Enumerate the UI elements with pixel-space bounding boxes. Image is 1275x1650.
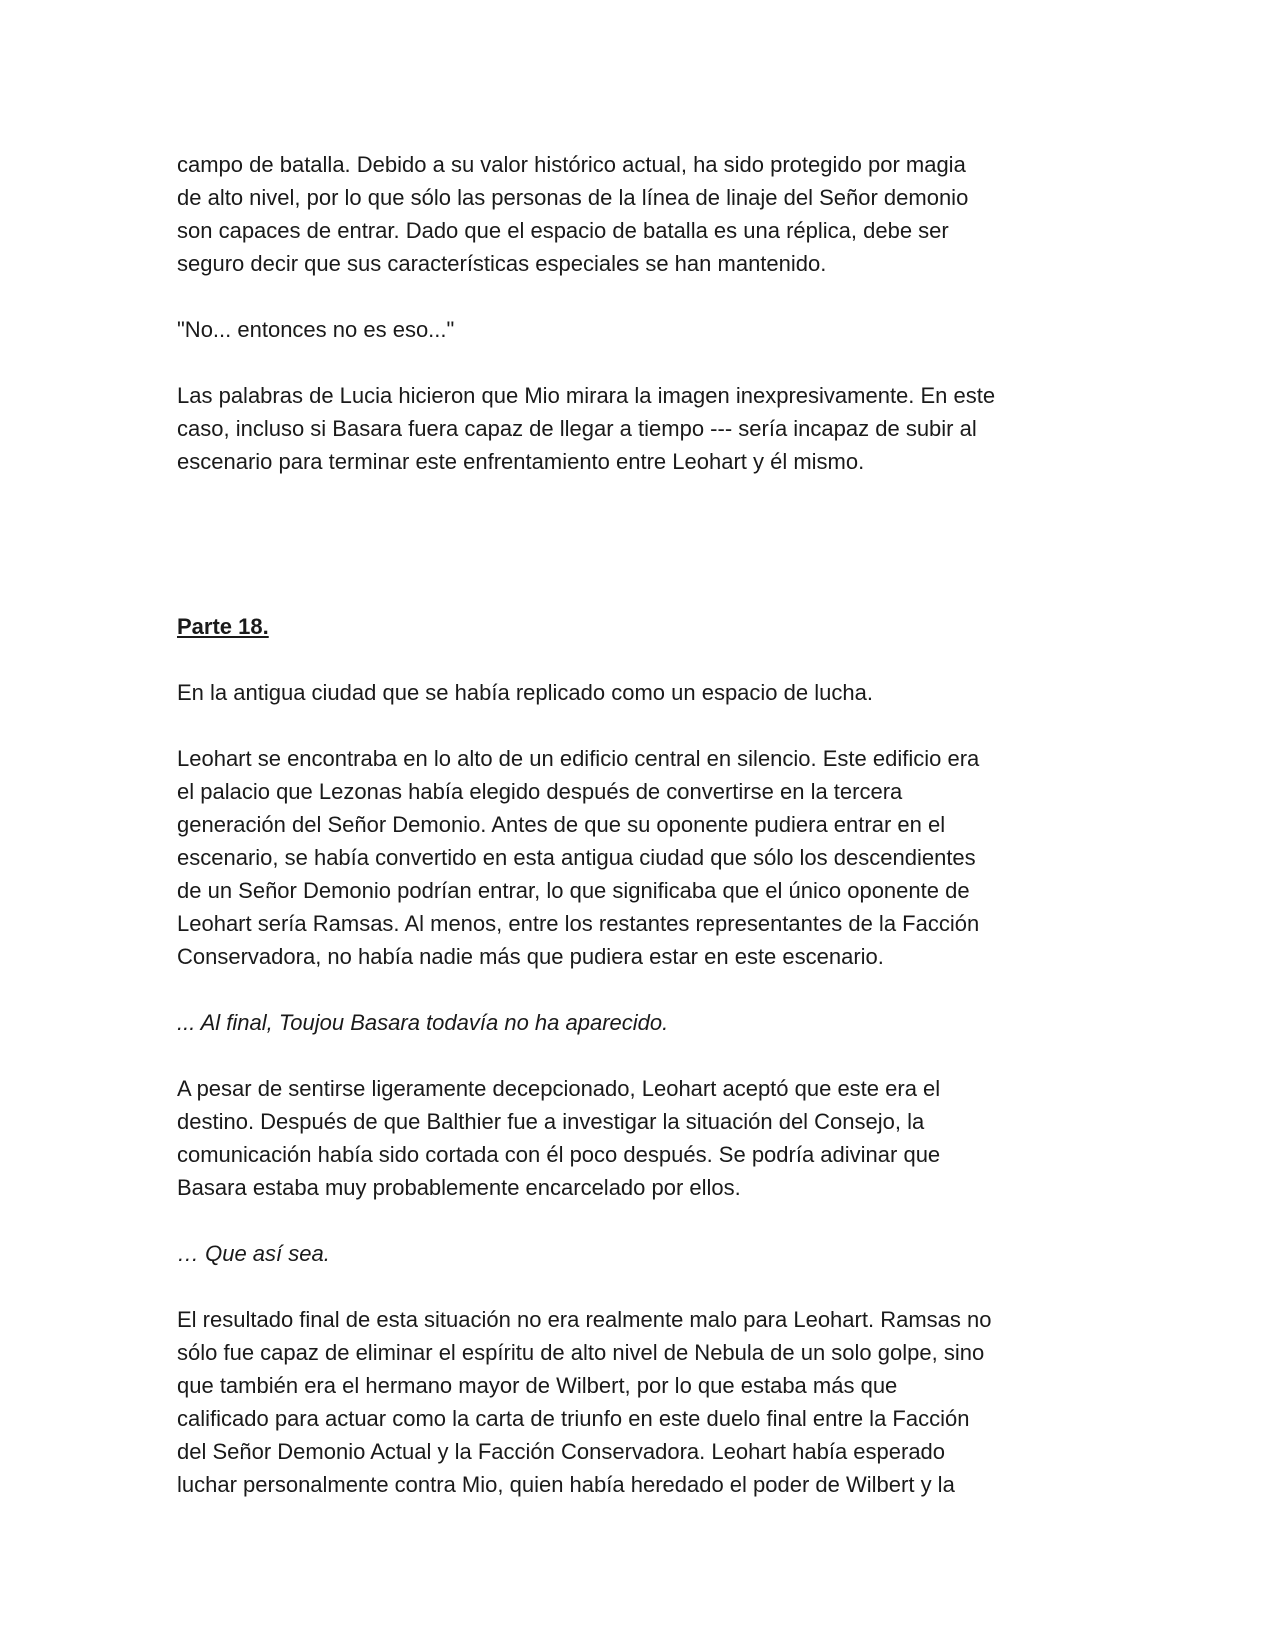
text-line: Basara estaba muy probablemente encarcelado por ellos.	[177, 1175, 741, 1200]
text-line: ... Al final, Toujou Basara todavía no ha aparecido.	[177, 1010, 669, 1035]
text-line: seguro decir que sus características especiales se han mantenido.	[177, 251, 827, 276]
text-line: En la antigua ciudad que se había replicado como un espacio de lucha.	[177, 680, 873, 705]
text-line: El resultado final de esta situación no era realmente malo para Leohart. Ramsas no	[177, 1307, 992, 1332]
text-line: sólo fue capaz de eliminar el espíritu de alto nivel de Nebula de un solo golpe, sino	[177, 1340, 985, 1365]
text-line: Las palabras de Lucia hicieron que Mio mirara la imagen inexpresivamente. En este	[177, 383, 996, 408]
paragraph-8	[177, 1237, 1097, 1270]
paragraph-5	[177, 742, 1097, 973]
paragraph-6	[177, 1006, 1097, 1039]
text-line: Conservadora, no había nadie más que pudiera estar en este escenario.	[177, 944, 884, 969]
paragraph-9	[177, 1303, 1097, 1501]
text-line: que también era el hermano mayor de Wilbert, por lo que estaba más que	[177, 1373, 898, 1398]
document-page	[177, 148, 1097, 1534]
text-line: luchar personalmente contra Mio, quien había heredado el poder de Wilbert y la	[177, 1472, 955, 1497]
section-spacer	[177, 511, 1097, 610]
paragraph-4	[177, 676, 1097, 709]
text-line: Leohart se encontraba en lo alto de un edificio central en silencio. Este edificio era	[177, 746, 980, 771]
text-line: del Señor Demonio Actual y la Facción Conservadora. Leohart había esperado	[177, 1439, 946, 1464]
paragraph-3	[177, 379, 1097, 478]
text-line: son capaces de entrar. Dado que el espacio de batalla es una réplica, debe ser	[177, 218, 949, 243]
text-line: escenario, se había convertido en esta antigua ciudad que sólo los descendientes	[177, 845, 976, 870]
paragraph-7	[177, 1072, 1097, 1204]
text-line: de alto nivel, por lo que sólo las personas de la línea de linaje del Señor demonio	[177, 185, 969, 210]
text-line: el palacio que Lezonas había elegido después de convertirse en la tercera	[177, 779, 903, 804]
text-line: … Que así sea.	[177, 1241, 330, 1266]
paragraph-1	[177, 148, 1097, 280]
text-line: escenario para terminar este enfrentamiento entre Leohart y él mismo.	[177, 449, 865, 474]
text-line: campo de batalla. Debido a su valor histórico actual, ha sido protegido por magia	[177, 152, 966, 177]
text-line: A pesar de sentirse ligeramente decepcionado, Leohart aceptó que este era el	[177, 1076, 941, 1101]
text-line: calificado para actuar como la carta de triunfo en este duelo final entre la Facción	[177, 1406, 970, 1431]
text-line: destino. Después de que Balthier fue a investigar la situación del Consejo, la	[177, 1109, 925, 1134]
text-line: generación del Señor Demonio. Antes de que su oponente pudiera entrar en el	[177, 812, 946, 837]
section-heading: Parte 18.	[177, 614, 269, 639]
paragraph-2	[177, 313, 1097, 346]
text-line: comunicación había sido cortada con él poco después. Se podría adivinar que	[177, 1142, 941, 1167]
text-line: caso, incluso si Basara fuera capaz de llegar a tiempo --- sería incapaz de subir al	[177, 416, 977, 441]
text-line: "No... entonces no es eso..."	[177, 317, 455, 342]
text-line: Leohart sería Ramsas. Al menos, entre los restantes representantes de la Facción	[177, 911, 980, 936]
text-line: de un Señor Demonio podrían entrar, lo que significaba que el único oponente de	[177, 878, 970, 903]
